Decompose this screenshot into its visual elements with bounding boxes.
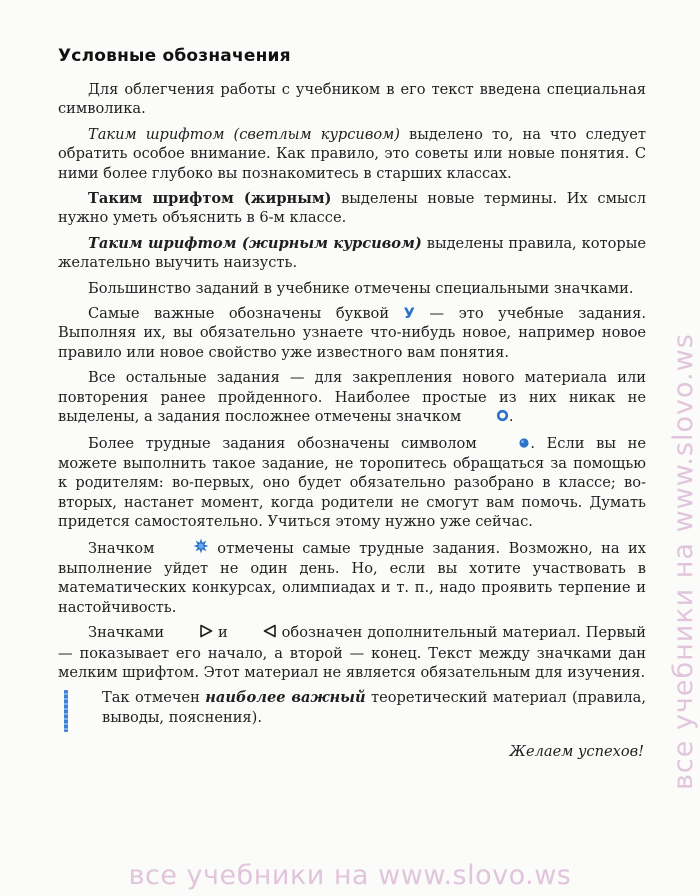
paragraph-hard-tasks: [58, 434, 646, 532]
filled-dot-icon: [488, 435, 530, 454]
paragraph-text: и: [213, 624, 233, 642]
page-title: Условные обозначения: [58, 46, 291, 66]
watermark-bottom: все учебники на www.slovo.ws: [128, 860, 572, 891]
bold-italic-sample: Таким шрифтом (жирным курсивом): [88, 234, 422, 252]
paragraph-learning-tasks: [58, 304, 646, 362]
paragraph-important-theory: [102, 688, 646, 727]
paragraph-tasks-intro: [58, 279, 646, 298]
ring-icon: [466, 408, 509, 427]
paragraph-bold-italic: [58, 234, 646, 273]
paragraph-intro: [58, 80, 646, 119]
paragraph-text: обозначен дополнительный материал. Первый — показывает его начало, а второй — конец. Текст между значками дан мелким шрифтом. Этот материал не является обязательным для изучения.: [58, 624, 646, 681]
star-burst-icon: [163, 538, 209, 559]
triangle-right-icon: [169, 624, 213, 643]
paragraph-text: Значками: [88, 624, 170, 642]
italic-sample: Таким шрифтом (светлым курсивом): [88, 125, 400, 143]
paragraph-text: теоретический материал (правила, выводы, пояснения).: [102, 689, 646, 726]
paragraph-text: отмечены самые трудные задания. Возможно, на их выполнение уйдет не один день. Но, если вы хотите участвовать в математических конкурсах, олимпиадах и т. п., надо проявить терпение и настойчивость.: [58, 539, 646, 616]
bold-sample: Таким шрифтом (жирным): [88, 190, 332, 208]
paragraph-text: Для облегчения работы с учебником в его текст введена специальная символика.: [58, 81, 646, 118]
triangle-left-icon: [233, 624, 277, 643]
paragraph-practice-tasks: [58, 368, 646, 427]
paragraph-extra-material: [58, 623, 646, 682]
paragraph-text: Так отмечен: [102, 689, 206, 707]
paragraph-text: Все остальные задания — для закрепления нового материала или повторения ранее пройденного. Наиболее простые из них никак не выделены, а задания посложнее отмечены значком: [58, 369, 646, 426]
letter-u-icon: У: [403, 305, 415, 323]
closing-wish: Желаем успехов!: [509, 743, 644, 761]
important-theory-block: [58, 688, 646, 727]
paragraph-hardest-tasks: [58, 538, 646, 618]
bold-italic-emphasis: наиболее важный: [205, 689, 366, 707]
paragraph-light-italic: [58, 125, 646, 183]
paragraph-text: .: [508, 408, 514, 426]
paragraph-text: — это учебные задания. Выполняя их, вы обязательно узнаете что-нибудь новое, например новое правило или новое свойство уже известного вам понятия.: [58, 305, 646, 361]
blue-bar-icon: [64, 690, 68, 732]
paragraph-text: выделены новые термины. Их смысл нужно уметь объяснить в 6-м классе.: [58, 190, 646, 227]
paragraph-text: выделены правила, которые желательно выучить наизусть.: [58, 234, 646, 272]
paragraph-text: Большинство заданий в учебнике отмечены специальными значками.: [88, 279, 634, 297]
paragraph-text: . Если вы не можете выполнить такое задание, не торопитесь обращаться за помощью к родителям: во-первых, оно будет обязательно разобрано в классе; во-вторых, настанет момент, когда родители не смогут вам помочь. Думать придется самостоятельно. Учиться этому нужно уже сейчас.: [58, 434, 646, 531]
watermark-side: все учебники на www.slovo.ws: [668, 333, 699, 790]
page-content: [58, 46, 646, 760]
paragraph-text: Более трудные задания обозначены символом: [88, 434, 489, 452]
paragraph-bold: [58, 189, 646, 228]
paragraph-text: выделено то, на что следует обратить особое внимание. Как правило, это советы или новые понятия. С ними более глубоко вы познакомитесь в старших классах.: [58, 125, 646, 182]
paragraph-text: Самые важные обозначены буквой: [88, 305, 404, 323]
paragraph-text: Значком: [88, 539, 163, 557]
